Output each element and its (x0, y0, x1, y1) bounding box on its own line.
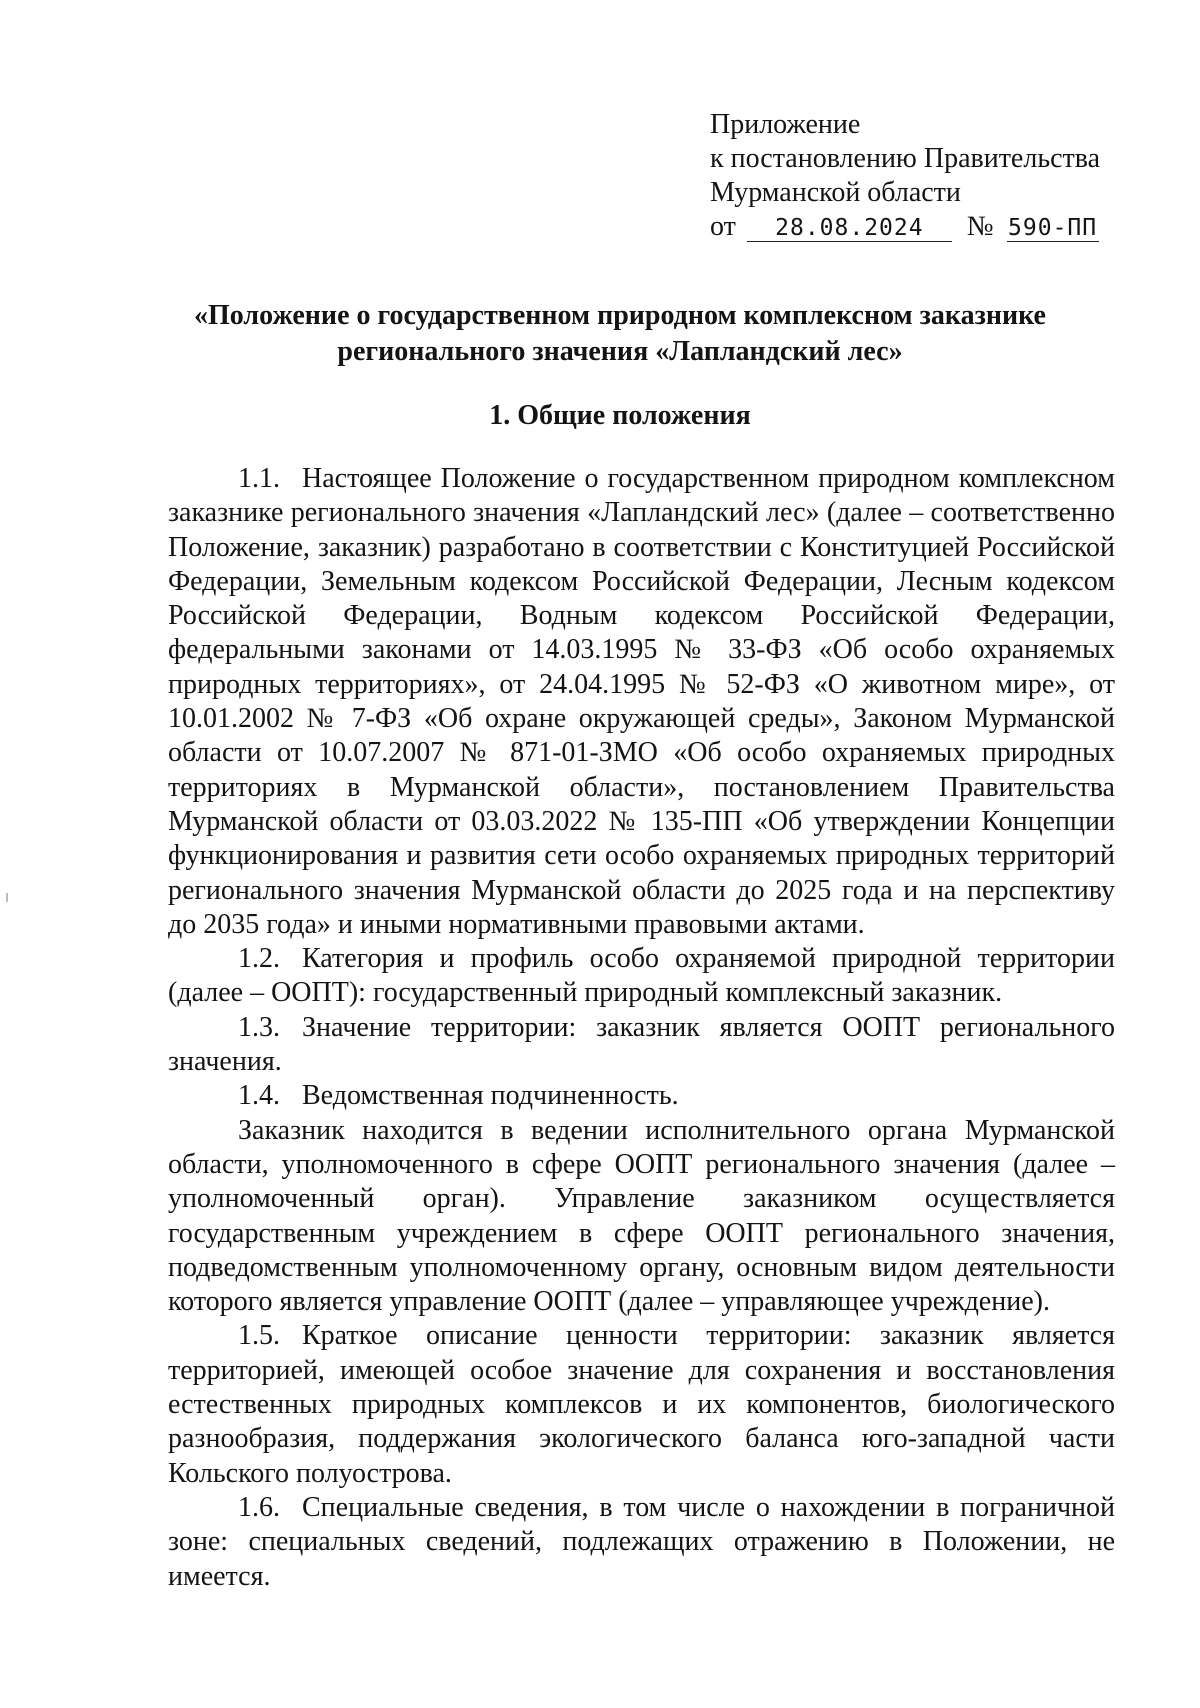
appendix-resolution-line: к постановлению Правительства (710, 143, 1101, 174)
paragraph-1-6 (168, 1491, 1115, 1594)
document-body (168, 462, 1115, 1594)
date-stamp: 28.08.2024 (747, 215, 952, 242)
appendix-block (710, 108, 1100, 244)
document-title (150, 298, 1090, 370)
paragraph-text: Заказник находится в ведении исполнительного органа Мурманской области, уполномоченного в сфере ООПТ регионального значения (далее – уполномоченный орган). Управление заказником осуществляется государственным учреждением в сфере ООПТ регионального значения, подведомственным уполномоченному органу, основным видом деятельности которого является управление ООПТ (далее – управляющее учреждение). (168, 1114, 1115, 1318)
paragraph-text: Специальные сведения, в том числе о нахождении в пограничной зоне: специальных сведений, подлежащих отражению в Положении, не имеется. (168, 1491, 1115, 1592)
appendix-region-line: Мурманской области (710, 177, 961, 208)
paragraph-text: Настоящее Положение о государственном природном комплексном заказнике регионального значения «Лапландский лес» (далее – соответственно Положение, заказник) разработано в соответствии с Конституцией Российской Федерации, Земельным кодексом Российской Федерации, Лесным кодексом Российской Федерации, Водным кодексом Российской Федерации, федеральными законами от 14.03.1995 № 33-ФЗ «Об особо охраняемых природных территориях», от 24.04.1995 № 52-ФЗ «О животном мире», от 10.01.2002 № 7-ФЗ «Об охране окружающей среды», Законом Мурманской области от 10.07.2007 № 871-01-ЗМО «Об особо охраняемых природных территориях в Мурманской области», постановлением Правительства Мурманской области от 03.03.2022 № 135-ПП «Об утверждении Концепции функционирования и развития сети особо охраняемых природных территорий регионального значения Мурманской области до 2025 года и на перспективу до 2035 года» и иными нормативными правовыми актами. (168, 463, 1115, 940)
paragraph-1-5 (168, 1319, 1115, 1490)
paragraph-number: 1.3. (238, 1011, 280, 1043)
section-heading: 1. Общие положения (489, 400, 751, 431)
paragraph-1-4 (168, 1079, 1115, 1113)
paragraph-1-4-detail (168, 1114, 1115, 1320)
title-line-2: регионального значения «Лапландский лес» (337, 336, 903, 367)
number-stamp: 590-ПП (1008, 215, 1098, 241)
title-line-1: «Положение о государственном природном комплексном заказнике (194, 300, 1046, 331)
paragraph-number: 1.1. (238, 463, 280, 494)
paragraph-number: 1.2. (238, 943, 280, 975)
paragraph-1-1 (168, 462, 1115, 942)
appendix-heading: Приложение (710, 109, 861, 140)
appendix-date-number-line (710, 210, 1100, 244)
paragraph-number: 1.5. (238, 1320, 280, 1352)
paragraph-text: Краткое описание ценности территории: заказник является территорией, имеющей особое значение для сохранения и восстановления естественных природных комплексов и их компонентов, биологического разнообразия, поддержания экологического баланса юго-западной части Кольского полуострова. (168, 1320, 1115, 1489)
date-prefix: от (710, 211, 736, 242)
scan-artifact (6, 893, 8, 902)
paragraph-number: 1.6. (238, 1491, 280, 1523)
paragraph-1-2 (168, 942, 1115, 1011)
paragraph-1-3 (168, 1011, 1115, 1080)
paragraph-text: Ведомственная подчиненность. (302, 1080, 679, 1112)
number-sign: № (966, 211, 994, 242)
paragraph-text: Категория и профиль особо охраняемой природной территории (далее – ООПТ): государственный природный комплексный заказник. (168, 943, 1115, 1009)
paragraph-text: Значение территории: заказник является ООПТ регионального значения. (168, 1011, 1115, 1078)
paragraph-number: 1.4. (238, 1080, 280, 1112)
